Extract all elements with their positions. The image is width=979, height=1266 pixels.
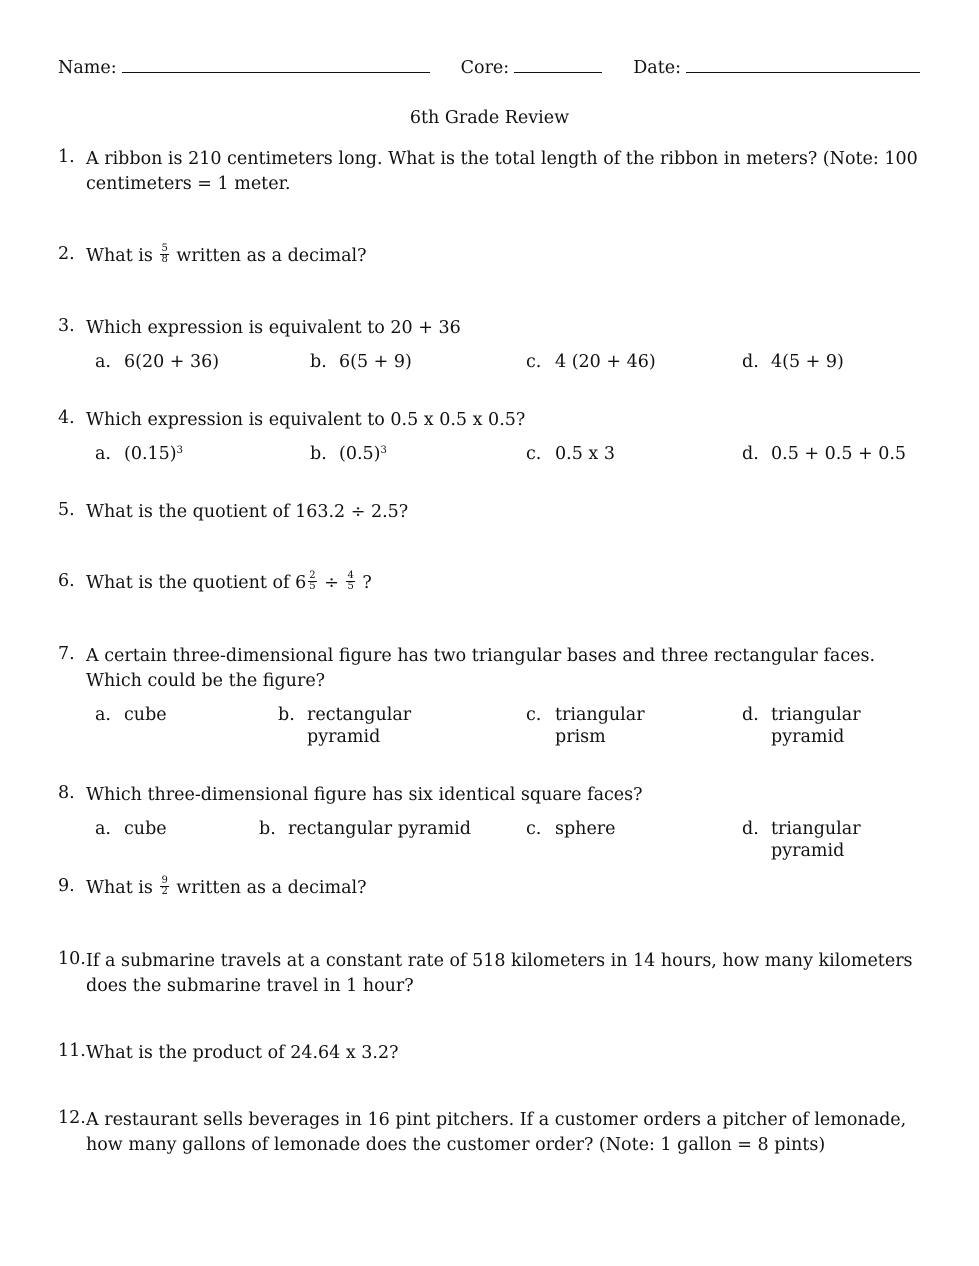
question-text-post: written as a decimal? xyxy=(176,878,367,898)
choice-base: (0.15) xyxy=(124,444,177,464)
choice-a[interactable] xyxy=(95,818,167,840)
question-12 xyxy=(58,1108,928,1158)
choice-text xyxy=(555,704,645,748)
question-7 xyxy=(58,644,928,752)
choice-text xyxy=(124,444,183,464)
question-number: 4. xyxy=(58,408,75,428)
choice-b[interactable] xyxy=(259,818,471,840)
choice-label: c. xyxy=(526,705,542,725)
choice-label: d. xyxy=(742,819,759,839)
question-3 xyxy=(58,316,928,399)
choice-c[interactable] xyxy=(526,351,656,373)
choice-a[interactable] xyxy=(95,443,183,465)
fraction xyxy=(160,244,168,265)
fraction-numerator: 9 xyxy=(161,875,168,886)
date-label: Date: xyxy=(633,58,681,78)
question-8 xyxy=(58,783,928,866)
date-field[interactable] xyxy=(633,56,920,78)
choice-text xyxy=(339,444,387,464)
question-text: Which three-dimensional figure has six identical square faces? xyxy=(86,785,643,805)
choice-label: d. xyxy=(742,352,759,372)
answer-choices xyxy=(58,704,928,752)
question-text xyxy=(86,876,928,901)
fraction-numerator: 4 xyxy=(347,570,354,581)
choice-exponent: 3 xyxy=(380,445,387,456)
question-6 xyxy=(58,571,928,596)
choice-text: 0.5 + 0.5 + 0.5 xyxy=(771,444,907,464)
choice-text-line: pyramid xyxy=(771,841,845,861)
question-9 xyxy=(58,876,928,901)
choice-label: c. xyxy=(526,352,542,372)
choice-d[interactable] xyxy=(742,704,861,748)
choice-label: b. xyxy=(310,444,327,464)
name-field[interactable] xyxy=(58,56,430,78)
choice-label: a. xyxy=(95,819,111,839)
choice-text-line: triangular xyxy=(771,819,861,839)
choice-text xyxy=(771,704,861,748)
answer-choices xyxy=(58,443,928,491)
question-number: 10. xyxy=(58,949,86,969)
question-number: 6. xyxy=(58,571,75,591)
choice-text-line: triangular xyxy=(555,705,645,725)
question-text-pre: What is xyxy=(86,246,153,266)
fraction-denominator: 8 xyxy=(161,254,168,265)
question-text-pre: What is xyxy=(86,878,153,898)
choice-exponent: 3 xyxy=(176,445,183,456)
choice-text xyxy=(771,818,861,862)
choice-label: b. xyxy=(310,352,327,372)
choice-label: c. xyxy=(526,819,542,839)
question-text: What is the quotient of 163.2 ÷ 2.5? xyxy=(86,502,409,522)
fraction-denominator: 5 xyxy=(309,581,316,592)
choice-label: b. xyxy=(259,819,276,839)
choice-d[interactable] xyxy=(742,443,906,465)
question-number: 1. xyxy=(58,147,75,167)
fraction-numerator: 5 xyxy=(161,243,168,254)
name-label: Name: xyxy=(58,58,117,78)
fraction-mixed-part xyxy=(308,571,316,592)
name-blank-line[interactable] xyxy=(122,56,430,73)
choice-a[interactable] xyxy=(95,351,219,373)
question-number: 5. xyxy=(58,500,75,520)
choice-text: 6(5 + 9) xyxy=(339,352,412,372)
choice-b[interactable] xyxy=(310,351,412,373)
choice-b[interactable] xyxy=(278,704,411,748)
choice-b[interactable] xyxy=(310,443,387,465)
choice-c[interactable] xyxy=(526,704,645,748)
question-number: 12. xyxy=(58,1108,86,1128)
question-text xyxy=(86,571,928,596)
question-number: 2. xyxy=(58,244,75,264)
question-text-post: written as a decimal? xyxy=(176,246,367,266)
question-number: 8. xyxy=(58,783,75,803)
question-11 xyxy=(58,1041,928,1066)
question-text-pre: What is the quotient of 6 xyxy=(86,573,307,593)
question-text: A restaurant sells beverages in 16 pint pitchers. If a customer orders a pitcher of lemonade, how many gallons of lemonade does the customer order? (Note: 1 gallon = 8 pints) xyxy=(86,1110,907,1155)
question-10 xyxy=(58,949,928,999)
question-1 xyxy=(58,147,928,197)
choice-c[interactable] xyxy=(526,443,615,465)
question-text: Which expression is equivalent to 20 + 36 xyxy=(86,318,461,338)
choice-text xyxy=(307,704,411,748)
choice-text-line: triangular xyxy=(771,705,861,725)
choice-label: d. xyxy=(742,705,759,725)
choice-text-line: pyramid xyxy=(771,727,845,747)
fraction-numerator: 2 xyxy=(309,570,316,581)
choice-label: d. xyxy=(742,444,759,464)
choice-text: cube xyxy=(124,705,167,725)
question-text: A ribbon is 210 centimeters long. What is the total length of the ribbon in meters? (Note: 100 centimeters = 1 meter. xyxy=(86,149,918,194)
core-field[interactable] xyxy=(461,56,603,78)
student-info-header xyxy=(58,56,920,78)
choice-text: 4 (20 + 46) xyxy=(555,352,656,372)
choice-text: cube xyxy=(124,819,167,839)
choice-label: a. xyxy=(95,352,111,372)
choice-label: a. xyxy=(95,705,111,725)
choice-d[interactable] xyxy=(742,351,844,373)
question-text: If a submarine travels at a constant rate of 518 kilometers in 14 hours, how many kilometers does the submarine travel in 1 hour? xyxy=(86,951,913,996)
choice-c[interactable] xyxy=(526,818,616,840)
choice-text: 6(20 + 36) xyxy=(124,352,220,372)
date-blank-line[interactable] xyxy=(686,56,920,73)
choice-text: sphere xyxy=(555,819,616,839)
worksheet-title: 6th Grade Review xyxy=(409,108,570,128)
core-blank-line[interactable] xyxy=(514,56,602,73)
question-number: 3. xyxy=(58,316,75,336)
question-number: 11. xyxy=(58,1041,86,1061)
fraction xyxy=(160,876,168,897)
question-4 xyxy=(58,408,928,491)
choice-a[interactable] xyxy=(95,704,167,726)
fraction-divisor xyxy=(346,571,354,592)
question-2 xyxy=(58,244,928,269)
question-text-post: ? xyxy=(362,573,372,593)
choice-label: b. xyxy=(278,705,295,725)
division-operator: ÷ xyxy=(324,573,339,593)
question-number: 7. xyxy=(58,644,75,664)
question-text: Which expression is equivalent to 0.5 x 0.5 x 0.5? xyxy=(86,410,526,430)
answer-choices xyxy=(58,351,928,399)
choice-text: 0.5 x 3 xyxy=(555,444,615,464)
fraction-denominator: 5 xyxy=(347,581,354,592)
question-5 xyxy=(58,500,928,525)
choice-text: rectangular pyramid xyxy=(288,819,471,839)
fraction-denominator: 2 xyxy=(161,886,168,897)
question-number: 9. xyxy=(58,876,75,896)
choice-text: 4(5 + 9) xyxy=(771,352,844,372)
question-text xyxy=(86,244,928,269)
core-label: Core: xyxy=(460,58,510,78)
choice-text-line: rectangular xyxy=(307,705,412,725)
choice-label: a. xyxy=(95,444,111,464)
choice-d[interactable] xyxy=(742,818,861,862)
choice-base: (0.5) xyxy=(339,444,381,464)
answer-choices xyxy=(58,818,928,866)
question-text: A certain three-dimensional figure has two triangular bases and three rectangular faces. Which could be the figure? xyxy=(86,646,876,691)
choice-text-line: prism xyxy=(555,727,606,747)
choice-text-line: pyramid xyxy=(307,727,381,747)
question-text: What is the product of 24.64 x 3.2? xyxy=(86,1043,399,1063)
choice-label: c. xyxy=(526,444,542,464)
